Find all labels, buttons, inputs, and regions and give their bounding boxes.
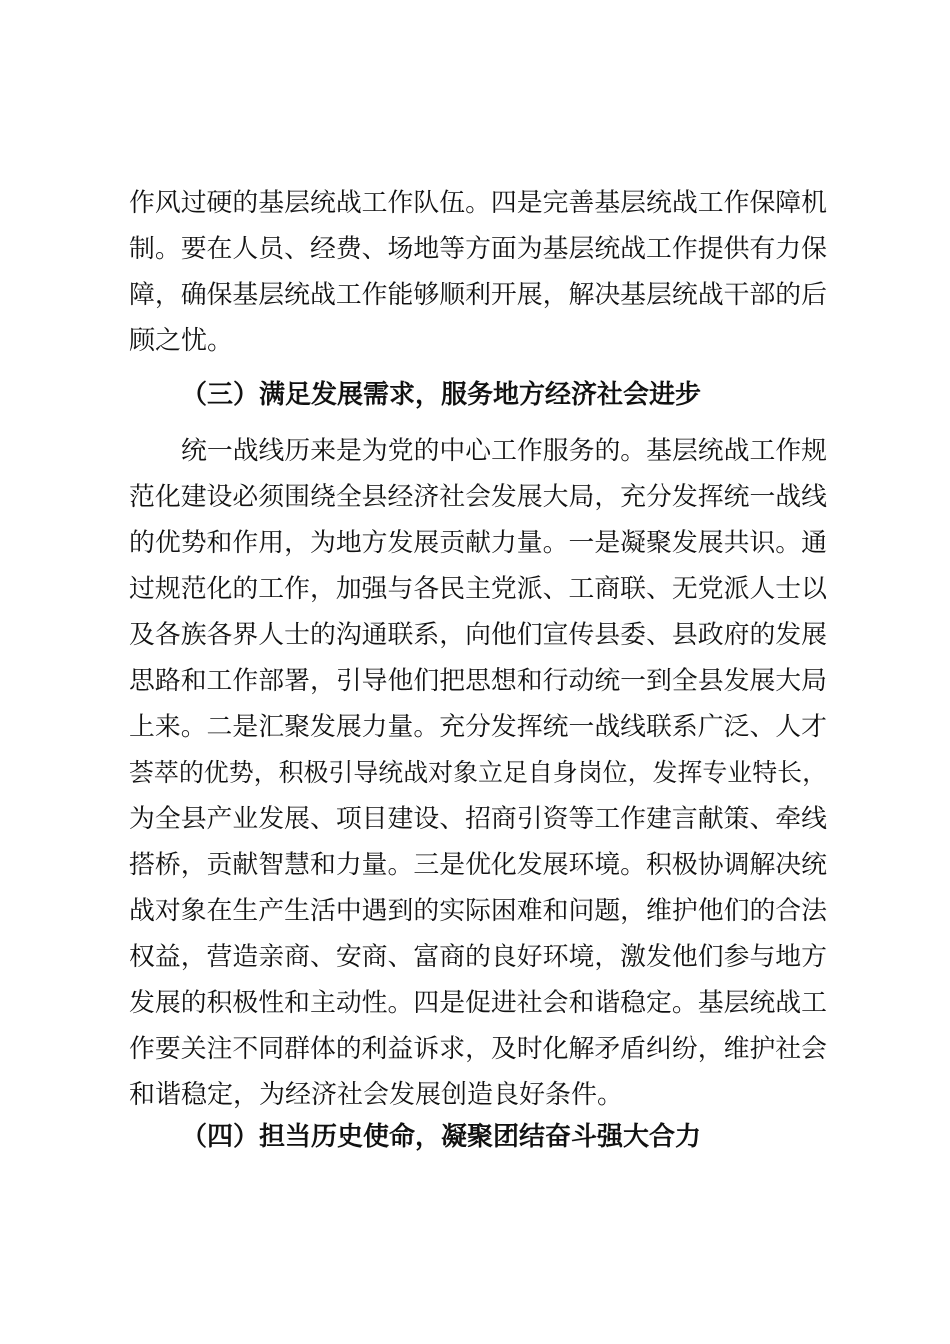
- paragraph-2-line-15: 和谐稳定，为经济社会发展创造良好条件。: [129, 1080, 624, 1110]
- paragraph-1-line-3: 障，确保基层统战工作能够顺利开展，解决基层统战干部的后: [129, 280, 827, 310]
- paragraph-2-line-1: 统一战线历来是为党的中心工作服务的。基层统战工作规: [181, 436, 827, 466]
- paragraph-2-line-12: 权益，营造亲商、安商、富商的良好环境，激发他们参与地方: [129, 942, 827, 972]
- paragraph-2-line-7: 上来。二是汇聚发展力量。充分发挥统一战线联系广泛、人才: [129, 712, 827, 742]
- paragraph-2-line-11: 战对象在生产生活中遇到的实际困难和问题，维护他们的合法: [129, 896, 827, 926]
- section-heading-4: （四）担当历史使命，凝聚团结奋斗强大合力: [181, 1122, 702, 1152]
- paragraph-2-line-6: 思路和工作部署，引导他们把思想和行动统一到全县发展大局: [129, 666, 827, 696]
- paragraph-2-line-5: 及各族各界人士的沟通联系，向他们宣传县委、县政府的发展: [129, 620, 827, 650]
- paragraph-1-line-4: 顾之忧。: [129, 326, 234, 356]
- paragraph-2-line-14: 作要关注不同群体的利益诉求，及时化解矛盾纠纷，维护社会: [129, 1034, 827, 1064]
- paragraph-2-line-8: 荟萃的优势，积极引导统战对象立足自身岗位，发挥专业特长，: [129, 758, 827, 787]
- paragraph-1-line-2: 制。要在人员、经费、场地等方面为基层统战工作提供有力保: [129, 234, 827, 264]
- paragraph-1-line-1: 作风过硬的基层统战工作队伍。四是完善基层统战工作保障机: [129, 188, 827, 218]
- section-heading-3: （三）满足发展需求，服务地方经济社会进步: [181, 380, 702, 410]
- paragraph-2-line-9: 为全县产业发展、项目建设、招商引资等工作建言献策、牵线: [129, 804, 827, 834]
- paragraph-2-line-3: 的优势和作用，为地方发展贡献力量。一是凝聚发展共识。通: [129, 528, 827, 558]
- paragraph-2-line-10: 搭桥，贡献智慧和力量。三是优化发展环境。积极协调解决统: [129, 850, 827, 880]
- paragraph-2-line-2: 范化建设必须围绕全县经济社会发展大局，充分发挥统一战线: [129, 482, 827, 512]
- paragraph-2-line-13: 发展的积极性和主动性。四是促进社会和谐稳定。基层统战工: [129, 988, 827, 1018]
- paragraph-2-line-4: 过规范化的工作，加强与各民主党派、工商联、无党派人士以: [129, 574, 827, 604]
